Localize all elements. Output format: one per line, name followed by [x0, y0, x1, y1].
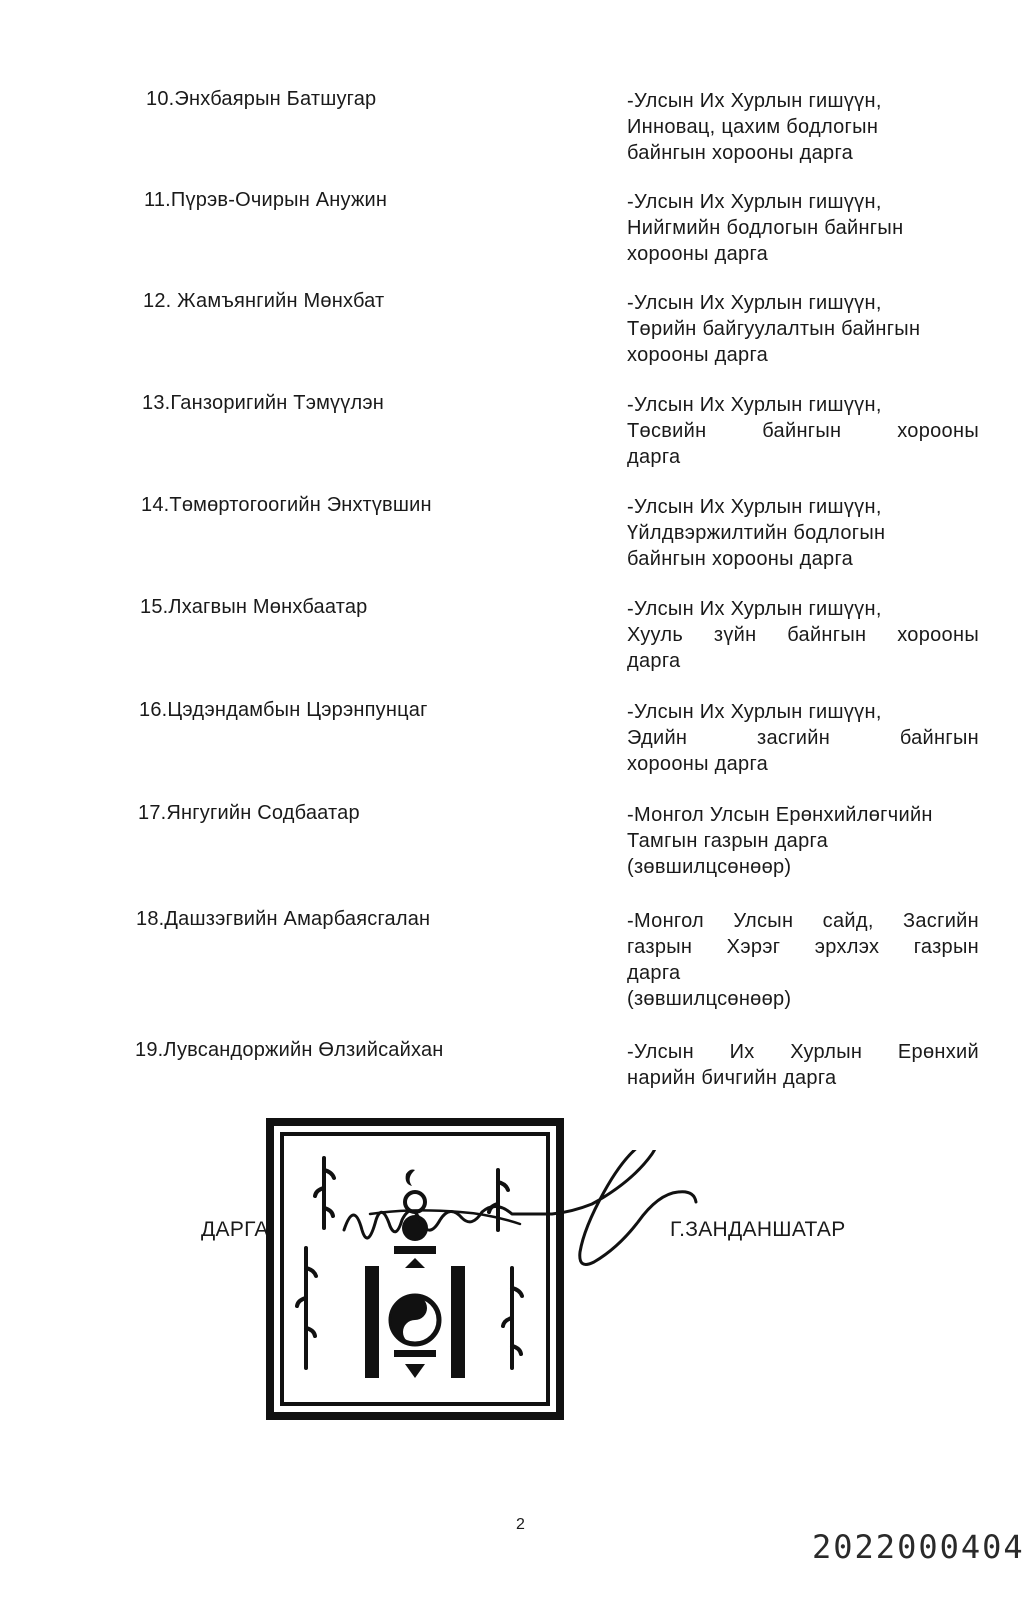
member-role [627, 290, 979, 368]
member-name: 14.Төмөртогоогийн Энхтүвшин [141, 494, 432, 516]
role-line: Төсвийн байнгын хорооны [627, 420, 979, 442]
role-line: (зөвшилцсөнөөр) [627, 856, 792, 878]
role-line: -Улсын Их Хурлын гишүүн, [627, 90, 882, 112]
member-role [627, 88, 979, 166]
member-name: 15.Лхагвын Мөнхбаатар [140, 596, 368, 618]
member-name: 12. Жамъянгийн Мөнхбат [143, 290, 385, 312]
role-line: -Монгол Улсын сайд, Засгийн [627, 910, 979, 932]
member-name: 11.Пүрэв-Очирын Анужин [144, 189, 388, 211]
role-line: дарга [627, 446, 681, 468]
member-role [627, 1039, 979, 1091]
role-line: дарга [627, 962, 681, 984]
member-role [627, 494, 979, 572]
chairman-label: ДАРГА [201, 1218, 269, 1241]
role-line: -Улсын Их Хурлын гишүүн, [627, 701, 882, 723]
role-line: байнгын хорооны дарга [627, 548, 854, 570]
member-name: 13.Ганзоригийн Тэмүүлэн [142, 392, 384, 414]
role-line: (зөвшилцсөнөөр) [627, 988, 792, 1010]
role-line: байнгын хорооны дарга [627, 142, 854, 164]
role-line: -Улсын Их Хурлын Ерөнхий [627, 1041, 979, 1063]
member-name: 16.Цэдэндамбын Цэрэнпунцаг [139, 699, 428, 721]
role-line: Инновац, цахим бодлогын [627, 116, 879, 138]
role-line: хорооны дарга [627, 753, 769, 775]
member-name: 19.Лувсандоржийн Өлзийсайхан [135, 1039, 444, 1061]
page-number: 2 [516, 1516, 525, 1533]
role-line: -Улсын Их Хурлын гишүүн, [627, 496, 882, 518]
document-number: 2022000404 [812, 1528, 1025, 1566]
role-line: газрын Хэрэг эрхлэх газрын [627, 936, 979, 958]
role-line: -Монгол Улсын Ерөнхийлөгчийн [627, 804, 933, 826]
role-line: -Улсын Их Хурлын гишүүн, [627, 394, 882, 416]
member-role [627, 392, 979, 470]
member-role [627, 699, 979, 777]
member-role [627, 802, 979, 880]
role-line: Нийгмийн бодлогын байнгын [627, 217, 904, 239]
member-name: 17.Янгугийн Содбаатар [138, 802, 360, 824]
role-line: Эдийн засгийн байнгын [627, 727, 979, 749]
role-line: хорооны дарга [627, 344, 769, 366]
role-line: хорооны дарга [627, 243, 769, 265]
role-line: -Улсын Их Хурлын гишүүн, [627, 598, 882, 620]
role-line: Үйлдвэржилтийн бодлогын [627, 522, 886, 544]
role-line: дарга [627, 650, 681, 672]
member-name: 10.Энхбаярын Батшугар [146, 88, 377, 110]
handwritten-signature [340, 1150, 700, 1290]
role-line: Төрийн байгуулалтын байнгын [627, 318, 921, 340]
member-role [627, 908, 979, 1012]
role-line: -Улсын Их Хурлын гишүүн, [627, 292, 882, 314]
chairman-name: Г.ЗАНДАНШАТАР [670, 1218, 846, 1241]
member-role [627, 189, 979, 267]
member-role [627, 596, 979, 674]
role-line: -Улсын Их Хурлын гишүүн, [627, 191, 882, 213]
role-line: нарийн бичгийн дарга [627, 1067, 837, 1089]
role-line: Хууль зүйн байнгын хорооны [627, 624, 979, 646]
member-name: 18.Дашзэгвийн Амарбаясгалан [136, 908, 431, 930]
role-line: Тамгын газрын дарга [627, 830, 829, 852]
